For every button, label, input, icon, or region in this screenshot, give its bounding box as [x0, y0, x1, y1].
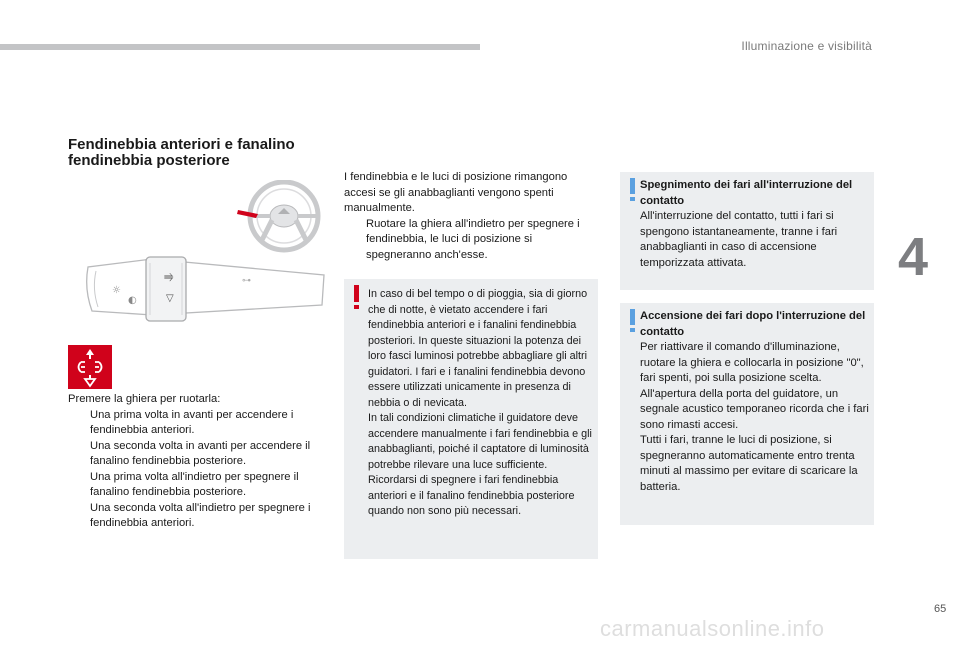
info-box-body: All'interruzione del contatto, tutti i fari si spengono istantaneamente, tranne i fari anabbaglianti in caso di accensione temporizzata attivata.: [640, 210, 838, 269]
info-box-body: Tutti i fari, tranne le luci di posizione, si spegneranno automaticamente entro trenta minuti al massimo per evitare di scaricare la batteria.: [640, 434, 858, 493]
lighting-stalk-illustration: [82, 253, 327, 325]
middle-column-text: [344, 170, 596, 263]
info-box-lights-off: [620, 172, 874, 290]
watermark: carmanualsonline.info: [600, 616, 825, 641]
svg-text:☼: ☼: [112, 285, 121, 296]
list-item: Una prima volta all'indietro per spegnere il fanalino fendinebbia posteriore.: [90, 470, 299, 498]
info-box-title: Accensione dei fari dopo l'interruzione del contatto: [640, 310, 866, 338]
info-icon-dot: [630, 197, 635, 201]
warning-box: [344, 279, 598, 559]
header-rule: [0, 44, 480, 50]
rear-fog-symbol: ▽: [166, 293, 174, 304]
fog-light-icon: [68, 345, 112, 389]
info-icon-dot: [630, 328, 635, 332]
svg-text:◐: ◐: [128, 295, 137, 306]
list-item: Una prima volta in avanti per accendere i fendinebbia anteriori.: [90, 408, 294, 436]
left-intro: Premere la ghiera per ruotarla:: [68, 393, 221, 405]
warning-icon-dot: [354, 305, 359, 309]
list-item: Ruotare la ghiera all'indietro per spegnere i fendinebbia, le luci di posizione si spegneranno anch'esse.: [366, 217, 580, 261]
info-icon: [630, 309, 635, 325]
middle-intro: I fendinebbia e le luci di posizione rimangono accesi se gli anabbaglianti vengono spenti manualmente.: [344, 171, 568, 214]
info-box-title: Spegnimento dei fari all'interruzione del contatto: [640, 179, 853, 207]
list-item: Una seconda volta in avanti per accendere il fanalino fendinebbia posteriore.: [90, 439, 311, 467]
info-box-lights-on: [620, 303, 874, 525]
info-icon: [630, 178, 635, 194]
left-column-text: [68, 392, 330, 532]
warning-text: In caso di bel tempo o di pioggia, sia di giorno che di notte, è vietato accendere i fari fendinebbia anteriori e i fanalini fendinebbia posteriori. In queste situazioni la potenza dei loro fasci luminosi potrebbe abbagliare gli altri guidatori. I fari e i fanalini fendinebbia devono essere utilizzati unicamente in presenza di nebbia o di nevicata. In tali condizioni climatiche il guidatore deve accendere manualmente i fari fendinebbia e gli anabbaglianti, poiché il captatore di luminosità potrebbe rilevare una luce sufficiente. Ricordarsi di spegnere i fari fendinebbia anteriori e il fanalino fendinebbia posteriore quando non sono più necessari.: [368, 288, 592, 517]
list-item: Una seconda volta all'indietro per spegnere i fendinebbia anteriori.: [90, 501, 311, 529]
warning-icon: [354, 285, 359, 302]
steering-wheel-illustration: [232, 180, 322, 255]
svg-text:⊶: ⊶: [242, 276, 251, 286]
front-fog-symbol: ⥤: [164, 269, 174, 283]
stalk-highlight: [237, 210, 258, 218]
info-box-body: Per riattivare il comando d'illuminazione, ruotare la ghiera e collocarla in posizione "0", fari spenti, poi sulla posizione scelta.: [640, 341, 864, 384]
running-header: Illuminazione e visibilità: [741, 39, 872, 53]
section-title: Fendinebbia anteriori e fanalino fendinebbia posteriore: [68, 136, 295, 169]
page-number: 65: [934, 603, 947, 615]
info-box-body: All'apertura della porta del guidatore, un segnale acustico temporaneo ricorda che i fari sono rimasti accesi.: [640, 387, 869, 431]
chapter-number: 4: [898, 227, 929, 287]
